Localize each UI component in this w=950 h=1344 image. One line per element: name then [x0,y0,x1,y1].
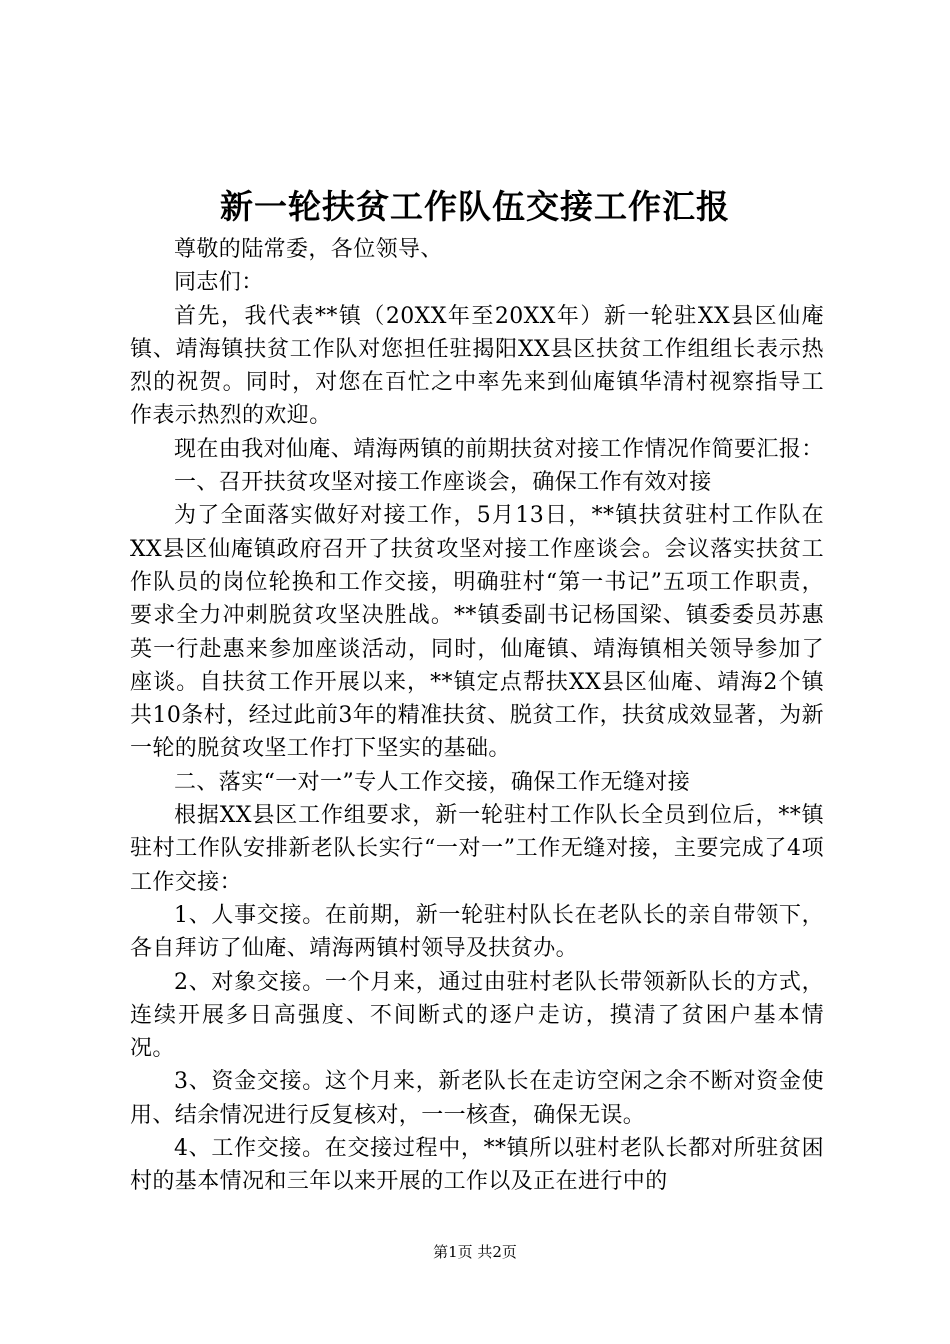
paragraph-section-1: 为了全面落实做好对接工作，5月13日，**镇扶贫驻村工作队在XX县区仙庵镇政府召开了扶贫攻坚对接工作座谈会。会议落实扶贫工作队员的岗位轮换和工作交接，明确驻村“第一书记”五项工作职责，要求全力冲刺脱贫攻坚决胜战。**镇委副书记杨国梁、镇委委员苏惠英一行赴惠来参加座谈活动，同时，仙庵镇、靖海镇相关领导参加了座谈。自扶贫工作开展以来，**镇定点帮扶XX县区仙庵、靖海2个镇共10条村，经过此前3年的精准扶贫、脱贫工作，扶贫成效显著，为新一轮的脱贫攻坚工作打下坚实的基础。 [130,503,824,762]
list-item-work: 4、工作交接。在交接过程中，**镇所以驻村老队长都对所驻贫困村的基本情况和三年以来开展的工作以及正在进行中的 [130,1136,824,1195]
section-heading-2: 二、落实“一对一”专人工作交接，确保工作无缝对接 [174,769,691,795]
salutation-line-2: 同志们： [174,270,264,296]
document-body [130,233,824,1199]
list-item-funds: 3、资金交接。这个月来，新老队长在走访空闲之余不断对资金使用、结余情况进行反复核对，一一核查，确保无误。 [130,1069,824,1128]
document-title: 新一轮扶贫工作队伍交接工作汇报 [220,187,730,226]
paragraph-section-2: 根据XX县区工作组要求，新一轮驻村工作队长全员到位后，**镇驻村工作队安排新老队长实行“一对一”工作无缝对接，主要完成了4项工作交接： [130,803,824,895]
paragraph-intro: 现在由我对仙庵、靖海两镇的前期扶贫对接工作情况作简要汇报： [174,436,824,462]
list-item-personnel: 1、人事交接。在前期，新一轮驻村队长在老队长的亲自带领下，各自拜访了仙庵、靖海两镇村领导及扶贫办。 [130,902,824,962]
paragraph-opening: 首先，我代表**镇（20XX年至20XX年）新一轮驻XX县区仙庵镇、靖海镇扶贫工作队对您担任驻揭阳XX县区扶贫工作组组长表示热烈的祝贺。同时，对您在百忙之中率先来到仙庵镇华清村视察指导工作表示热烈的欢迎。 [130,303,824,429]
section-heading-1: 一、召开扶贫攻坚对接工作座谈会，确保工作有效对接 [174,470,712,496]
page-footer: 第1页 共2页 [433,1243,517,1261]
list-item-targets: 2、对象交接。一个月来，通过由驻村老队长带领新队长的方式，连续开展多日高强度、不间断式的逐户走访，摸清了贫困户基本情况。 [130,969,824,1062]
salutation-line-1: 尊敬的陆常委，各位领导、 [174,237,443,262]
